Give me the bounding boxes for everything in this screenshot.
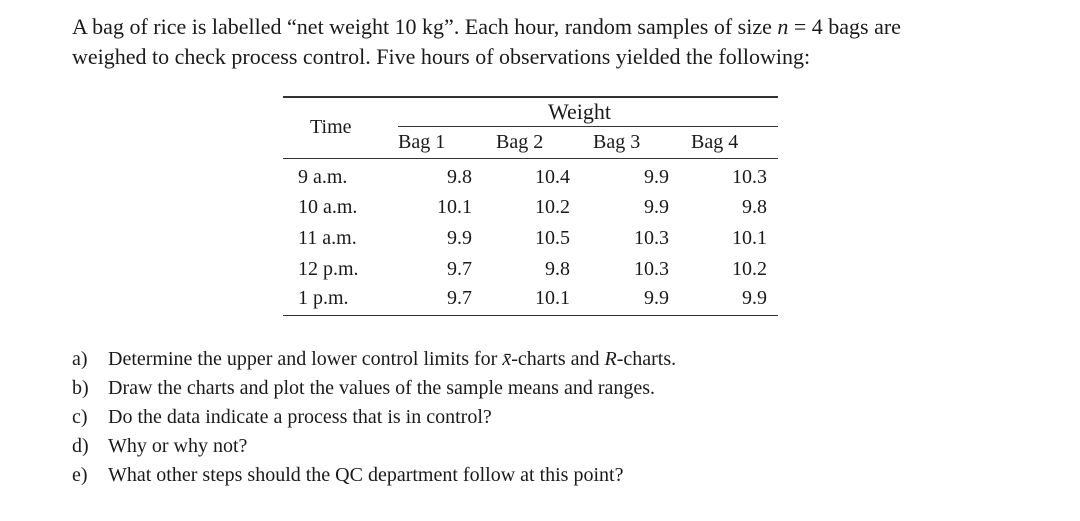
question-letter: a) <box>72 348 88 370</box>
bag-2-cell: 10.2 <box>535 196 570 218</box>
bag-1-cell: 9.8 <box>447 166 472 188</box>
question-text: Do the data indicate a process that is in control? <box>108 406 492 428</box>
question-text-part: -charts and <box>511 348 605 370</box>
bag-1-cell: 9.9 <box>447 227 472 249</box>
time-cell: 9 a.m. <box>298 166 348 188</box>
bag-2-header: Bag 2 <box>496 131 544 153</box>
header-bottom-rule <box>283 158 778 159</box>
bag-4-cell: 10.3 <box>732 166 767 188</box>
bag-3-cell: 9.9 <box>644 287 669 309</box>
question-text: What other steps should the QC department follow at this point? <box>108 464 624 486</box>
bag-2-cell: 10.4 <box>535 166 570 188</box>
bag-3-header: Bag 3 <box>593 131 641 153</box>
question-text <box>108 345 676 374</box>
bag-4-cell: 10.1 <box>732 227 767 249</box>
time-cell: 11 a.m. <box>298 227 357 249</box>
table-row <box>283 196 778 226</box>
bag-3-cell: 9.9 <box>644 196 669 218</box>
table-row <box>283 166 778 196</box>
xbar-symbol: x̄ <box>502 348 512 370</box>
table-row <box>283 258 778 288</box>
bag-3-cell: 10.3 <box>634 258 669 280</box>
bag-4-cell: 9.8 <box>742 196 767 218</box>
sample-size-variable: n <box>777 14 789 39</box>
bag-1-header: Bag 1 <box>398 131 446 153</box>
weight-header: Weight <box>548 99 611 124</box>
weight-subheader-rule <box>398 126 778 127</box>
question-letter: b) <box>72 377 89 399</box>
table-row <box>283 227 778 257</box>
table-top-rule <box>283 96 778 98</box>
question-letter: d) <box>72 435 89 457</box>
time-cell: 1 p.m. <box>298 287 349 309</box>
question-text-part: -charts. <box>616 348 677 370</box>
intro-text: = 4 bags are <box>788 14 901 39</box>
bag-1-cell: 9.7 <box>447 287 472 309</box>
intro-line-1 <box>72 12 1032 42</box>
question-text: Draw the charts and plot the values of the sample means and ranges. <box>108 377 656 399</box>
question-text: Why or why not? <box>108 435 248 457</box>
bag-2-cell: 9.8 <box>545 258 570 280</box>
table-row <box>283 287 778 317</box>
bag-4-cell: 9.9 <box>742 287 767 309</box>
bag-4-header: Bag 4 <box>691 131 739 153</box>
question-letter: e) <box>72 464 88 486</box>
bag-2-cell: 10.1 <box>535 287 570 309</box>
problem-statement <box>72 12 1032 72</box>
bag-3-cell: 9.9 <box>644 166 669 188</box>
bag-1-cell: 10.1 <box>437 196 472 218</box>
time-header: Time <box>310 116 352 138</box>
question-letter: c) <box>72 406 88 428</box>
table-bottom-rule <box>283 315 778 316</box>
bag-4-cell: 10.2 <box>732 258 767 280</box>
r-symbol: R <box>604 348 617 370</box>
bag-1-cell: 9.7 <box>447 258 472 280</box>
intro-text: A bag of rice is labelled “net weight 10 kg”. Each hour, random samples of size <box>72 14 778 39</box>
intro-line-2: weighed to check process control. Five hours of observations yielded the following: <box>72 44 811 69</box>
bag-2-cell: 10.5 <box>535 227 570 249</box>
bag-3-cell: 10.3 <box>634 227 669 249</box>
time-cell: 12 p.m. <box>298 258 359 280</box>
question-text-part: Determine the upper and lower control limits for <box>108 348 503 370</box>
time-cell: 10 a.m. <box>298 196 358 218</box>
